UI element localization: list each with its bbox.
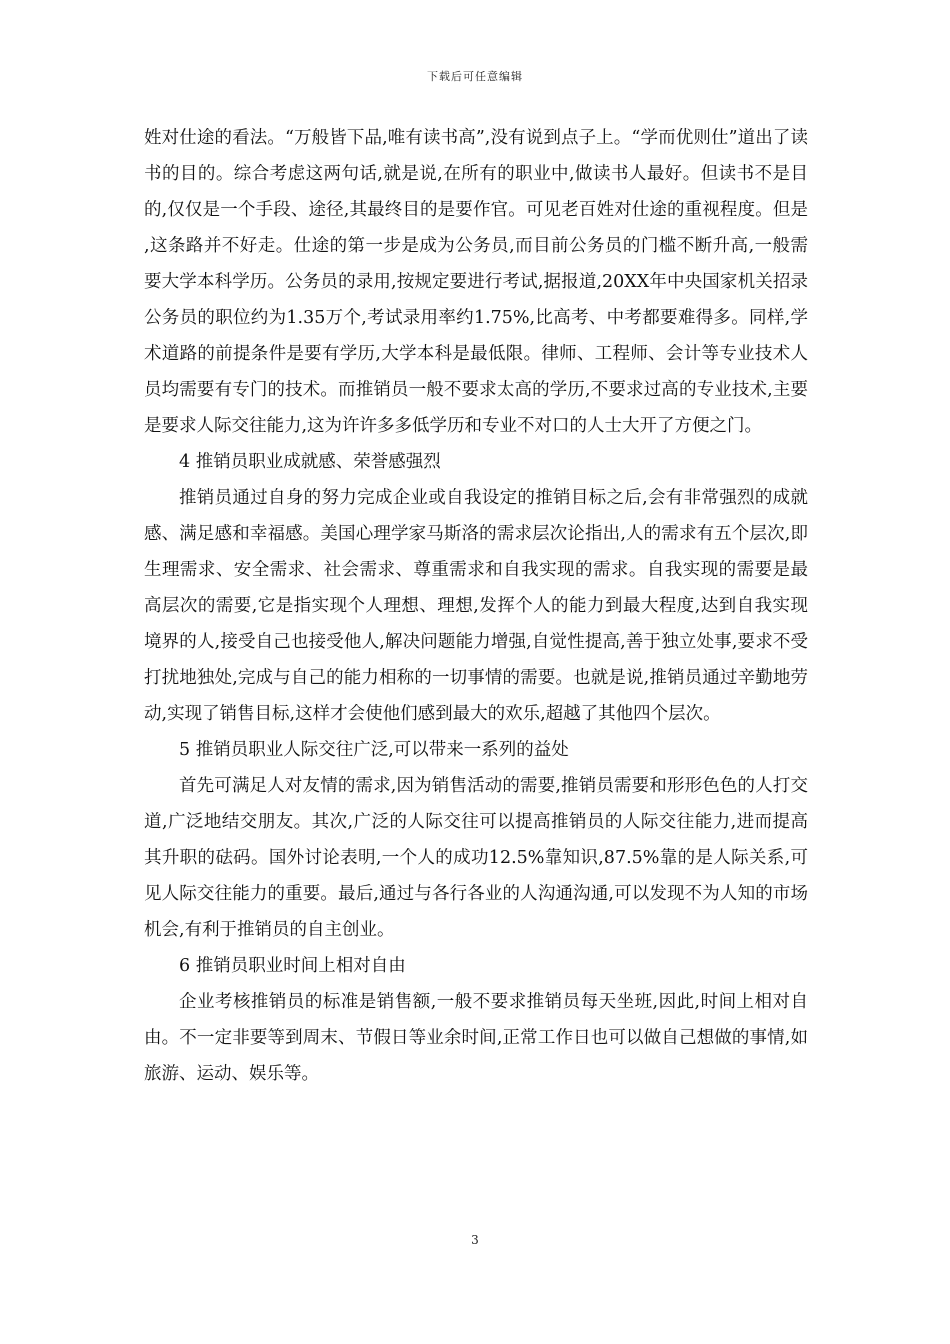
body-paragraph: 首先可满足人对友情的需求,因为销售活动的需要,推销员需要和形形色色的人打交道,广泛地结交朋友。其次,广泛的人际交往可以提高推销员的人际交往能力,进而提高其升职的砝码。国外讨论表明,一个人的成功12.5%靠知识,87.5%靠的是人际关系,可见人际交往能力的重要。最后,通过与各行各业的人沟通沟通,可以发现不为人知的市场机会,有利于推销员的自主创业。 [144,776,808,940]
body-paragraph: 推销员通过自身的努力完成企业或自我设定的推销目标之后,会有非常强烈的成就感、满足感和幸福感。美国心理学家马斯洛的需求层次论指出,人的需求有五个层次,即生理需求、安全需求、社会需求、尊重需求和自我实现的需求。自我实现的需要是最高层次的需要,它是指实现个人理想、理想,发挥个人的能力到最大程度,达到自我实现境界的人,接受自己也接受他人,解决问题能力增强,自觉性提高,善于独立处事,要求不受打扰地独处,完成与自己的能力相称的一切事情的需要。也就是说,推销员通过辛勤地劳动,实现了销售目标,这样才会使他们感到最大的欢乐,超越了其他四个层次。 [144,488,808,724]
document-body [144,120,808,1092]
section-heading-6: 6 推销员职业时间上相对自由 [179,956,406,976]
page-header: 下载后可任意编辑 [427,70,523,83]
section-heading-5: 5 推销员职业人际交往广泛,可以带来一系列的益处 [179,740,569,760]
section-heading-4: 4 推销员职业成就感、荣誉感强烈 [179,452,441,472]
body-paragraph: 企业考核推销员的标准是销售额,一般不要求推销员每天坐班,因此,时间上相对自由。不一定非要等到周末、节假日等业余时间,正常工作日也可以做自己想做的事情,如旅游、运动、娱乐等。 [144,992,808,1084]
body-paragraph: 姓对仕途的看法。“万般皆下品,唯有读书高”,没有说到点子上。“学而优则仕”道出了读书的目的。综合考虑这两句话,就是说,在所有的职业中,做读书人最好。但读书不是目的,仅仅是一个手段、途径,其最终目的是要作官。可见老百姓对仕途的重视程度。但是,这条路并不好走。仕途的第一步是成为公务员,而目前公务员的门槛不断升高,一般需要大学本科学历。公务员的录用,按规定要进行考试,据报道,20XX年中央国家机关招录公务员的职位约为1.35万个,考试录用率约1.75%,比高考、中考都要难得多。同样,学术道路的前提条件是要有学历,大学本科是最低限。律师、工程师、会计等专业技术人员均需要有专门的技术。而推销员一般不要求太高的学历,不要求过高的专业技术,主要是要求人际交往能力,这为许许多多低学历和专业不对口的人士大开了方便之门。 [144,128,808,436]
page-number: 3 [471,1233,479,1247]
